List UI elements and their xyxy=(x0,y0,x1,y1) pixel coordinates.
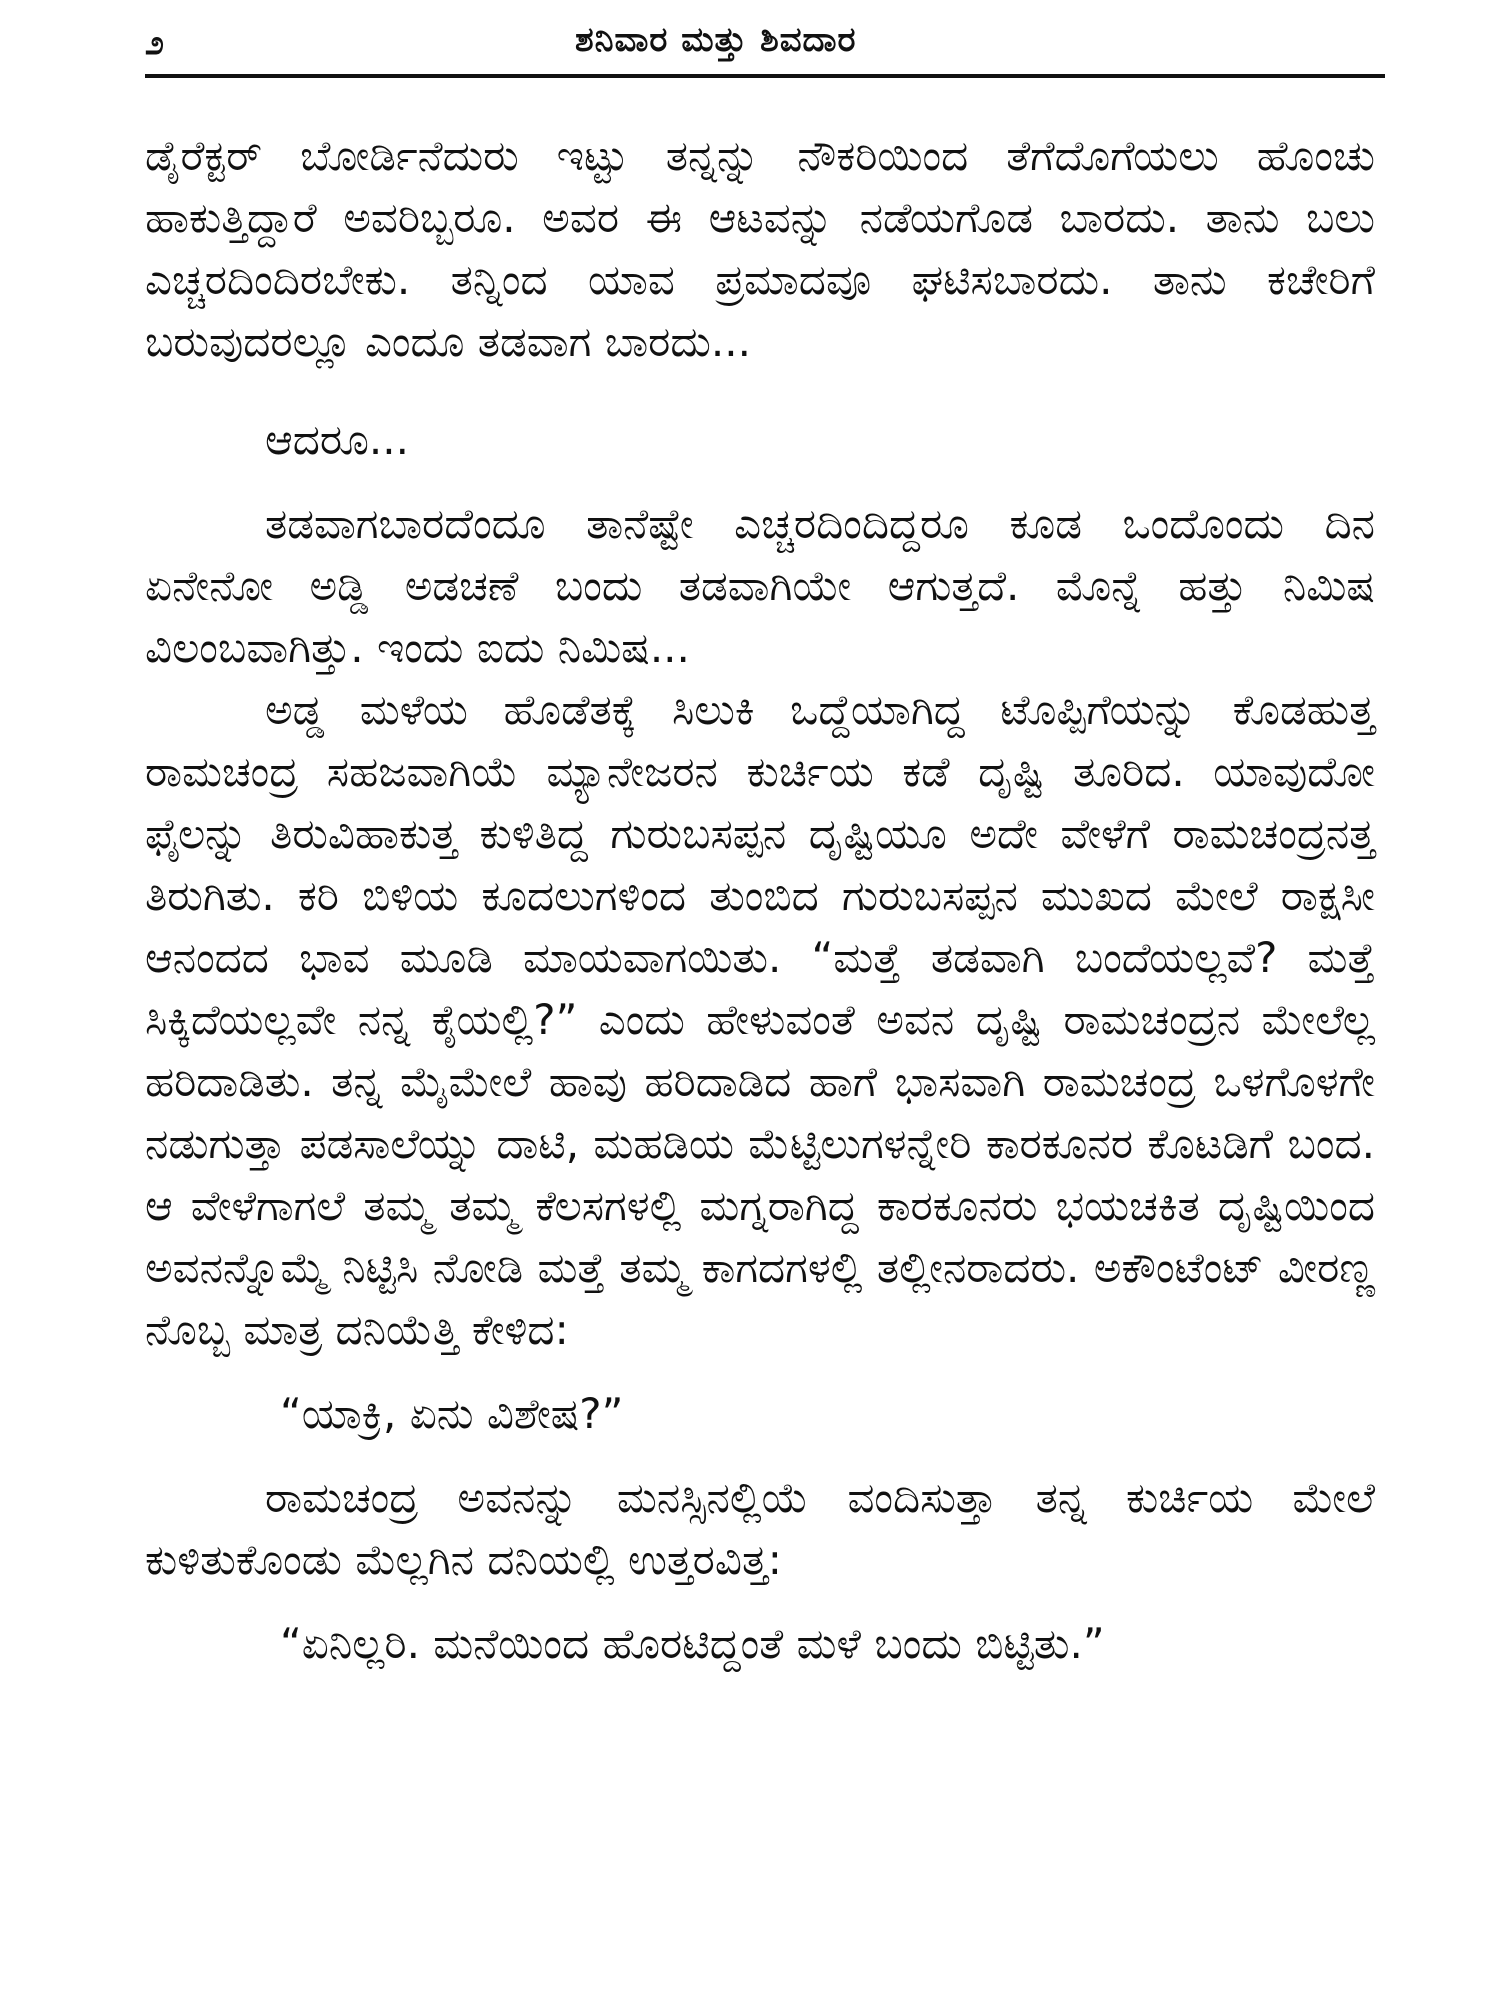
paragraph-2: ಆದರೂ... xyxy=(265,415,409,464)
page-number: ೨ xyxy=(145,23,165,63)
paragraph-4: ಅಡ್ಡ ಮಳೆಯ ಹೊಡೆತಕ್ಕೆ ಸಿಲುಕಿ ಒದ್ದೆಯಾಗಿದ್ದ ಟೊಪ್ಪಿಗೆಯನ್ನು ಕೊಡಹುತ್ತ ರಾಮಚಂದ್ರ ಸಹಜವಾಗಿಯೆ ಮ್ಯಾನೇಜರನ ಕುರ್ಚಿಯ ಕಡೆ ದೃಷ್ಟಿ ತೂರಿದ. ಯಾವುದೋ ಫೈಲನ್ನು ತಿರುವಿಹಾಕುತ್ತ ಕುಳಿತಿದ್ದ ಗುರುಬಸಪ್ಪನ ದೃಷ್ಟಿಯೂ ಅದೇ ವೇಳೆಗೆ ರಾಮಚಂದ್ರನತ್ತ ತಿರುಗಿತು. ಕರಿ ಬಿಳಿಯ ಕೂದಲುಗಳಿಂದ ತುಂಬಿದ ಗುರುಬಸಪ್ಪನ ಮುಖದ ಮೇಲೆ ರಾಕ್ಷಸೀ ಆನಂದದ ಭಾವ ಮೂಡಿ ಮಾಯವಾಗಯಿತು. “ಮತ್ತೆ ತಡವಾಗಿ ಬಂದೆಯಲ್ಲವೆ? ಮತ್ತೆ ಸಿಕ್ಕಿದೆಯಲ್ಲವೇ ನನ್ನ ಕೈಯಲ್ಲಿ?” ಎಂದು ಹೇಳುವಂತೆ ಅವನ ದೃಷ್ಟಿ ರಾಮಚಂದ್ರನ ಮೇಲೆಲ್ಲ ಹರಿದಾಡಿತು. ತನ್ನ ಮೈಮೇಲೆ ಹಾವು ಹರಿದಾಡಿದ ಹಾಗೆ ಭಾಸವಾಗಿ ರಾಮಚಂದ್ರ ಒಳಗೊಳಗೇ ನಡುಗುತ್ತಾ ಪಡಸಾಲೆಯ್ನು ದಾಟಿ, ಮಹಡಿಯ ಮೆಟ್ಟಿಲುಗಳನ್ನೇರಿ ಕಾರಕೂನರ ಕೊಟಡಿಗೆ ಬಂದ. ಆ ವೇಳೆಗಾಗಲೆ ತಮ್ಮ ತಮ್ಮ ಕೆಲಸಗಳಲ್ಲಿ ಮಗ್ನರಾಗಿದ್ದ ಕಾರಕೂನರು ಭಯಚಕಿತ ದೃಷ್ಟಿಯಿಂದ ಅವನನ್ನೊಮ್ಮೆ ನಿಟ್ಟಿಸಿ ನೋಡಿ ಮತ್ತೆ ತಮ್ಮ ಕಾಗದಗಳಲ್ಲಿ ತಲ್ಲೀನರಾದರು. ಅಕೌಂಟೆಂಟ್ ವೀರಣ್ಣ ನೊಬ್ಬ ಮಾತ್ರ ದನಿಯೆತ್ತಿ ಕೇಳಿದ: xyxy=(145,685,1375,1354)
body-text xyxy=(145,125,1375,1675)
running-title: ಶನಿವಾರ ಮತ್ತು ಶಿವದಾರ xyxy=(575,20,857,60)
paragraph-1: ಡೈರೆಕ್ಟರ್ ಬೋರ್ಡಿನೆದುರು ಇಟ್ಟು ತನ್ನನ್ನು ನೌಕರಿಯಿಂದ ತೆಗೆದೊಗೆಯಲು ಹೊಂಚು ಹಾಕುತ್ತಿದ್ದಾರೆ ಅವರಿಬ್ಬರೂ. ಅವರ ಈ ಆಟವನ್ನು ನಡೆಯಗೊಡ ಬಾರದು. ತಾನು ಬಲು ಎಚ್ಚರದಿಂದಿರಬೇಕು. ತನ್ನಿಂದ ಯಾವ ಪ್ರಮಾದವೂ ಘಟಿಸಬಾರದು. ತಾನು ಕಚೇರಿಗೆ ಬರುವುದರಲ್ಲೂ ಎಂದೂ ತಡವಾಗ ಬಾರದು... xyxy=(145,131,1375,366)
paragraph-5: ರಾಮಚಂದ್ರ ಅವನನ್ನು ಮನಸ್ಸಿನಲ್ಲಿಯೆ ವಂದಿಸುತ್ತಾ ತನ್ನ ಕುರ್ಚಿಯ ಮೇಲೆ ಕುಳಿತುಕೊಂಡು ಮೆಲ್ಲಗಿನ ದನಿಯಲ್ಲಿ ಉತ್ತರವಿತ್ತ: xyxy=(145,1473,1375,1584)
quote-question: “ಯಾಕ್ರಿ, ಏನು ವಿಶೇಷ?” xyxy=(280,1389,624,1438)
paragraph-3: ತಡವಾಗಬಾರದೆಂದೂ ತಾನೆಷ್ಟೇ ಎಚ್ಚರದಿಂದಿದ್ದರೂ ಕೂಡ ಒಂದೊಂದು ದಿನ ಏನೇನೋ ಅಡ್ಡಿ ಅಡಚಣೆ ಬಂದು ತಡವಾಗಿಯೇ ಆಗುತ್ತದೆ. ಮೊನ್ನೆ ಹತ್ತು ನಿಮಿಷ ವಿಲಂಬವಾಗಿತ್ತು. ಇಂದು ಐದು ನಿಮಿಷ... xyxy=(145,499,1375,672)
quote-answer: “ಏನಿಲ್ಲರಿ. ಮನೆಯಿಂದ ಹೊರಟಿದ್ದಂತೆ ಮಳೆ ಬಂದು ಬಿಟ್ಟಿತು.” xyxy=(280,1619,1105,1668)
header-rule xyxy=(145,74,1385,78)
page-header xyxy=(145,22,1385,92)
